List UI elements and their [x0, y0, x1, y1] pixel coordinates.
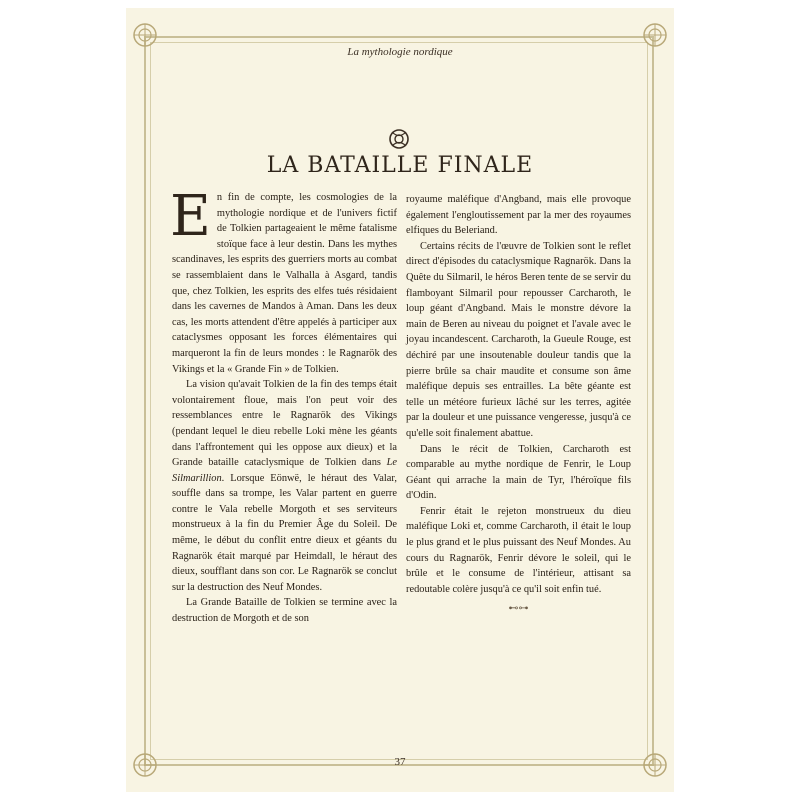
- text-column-right: [406, 192, 631, 617]
- paragraph: Fenrir était le rejeton monstrueux du dieu maléfique Loki et, comme Carcharoth, il était le loup le plus grand et le plus puissant des Neuf Mondes. Au cours du Ragnarök, Fenrir dévore le soleil, qui le brûle et le consume de l'intérieur, attisant sa redoutable colère jusqu'à ce qu'il soit enfin tué.: [406, 505, 631, 595]
- paragraph: Dans le récit de Tolkien, Carcharoth est comparable au mythe nordique de Fenrir, le Loup Géant qui arrache la main de Tyr, l'héroïque fils d'Odin.: [406, 443, 631, 502]
- paragraph: royaume maléfique d'Angband, mais elle provoque également l'engloutissement par la mer des royaumes elfiques du Beleriand.: [406, 194, 631, 237]
- drop-cap: E: [170, 184, 211, 249]
- celtic-knot-icon: [388, 128, 410, 150]
- paragraph: En fin de compte, les cosmologies de la mythologie nordique et de l'univers fictif de Tolkien partageaient le même fatalisme stoïque face à leur destin. Dans les mythes scandinaves, les esprits des guerriers morts au combat se rassemblaient dans le Valhalla à Asgard, tandis que, chez Tolkien, les esprits des elfes tués résidaient dans les cavernes de Mandos à Aman. Dans les deux cas, les morts attendent d'être appelés à participer aux cataclysmes opposant les forces élémentaires qui marqueront la fin de leurs mondes : le Ragnarök des Vikings et la « Grande Fin » de Tolkien.: [170, 184, 397, 375]
- text-column-left: [170, 184, 397, 627]
- running-head: La mythologie nordique: [347, 46, 453, 58]
- end-ornament: ⊷⊶: [508, 603, 529, 615]
- corner-knot-icon: [642, 22, 668, 48]
- chapter-title: LA BATAILLE FINALE: [266, 153, 534, 178]
- paragraph: La Grande Bataille de Tolkien se termine avec la destruction de Morgoth et de son: [172, 597, 397, 625]
- paragraph: Certains récits de l'œuvre de Tolkien sont le reflet direct d'épisodes du cataclysmique Ragnarök. Dans la Quête du Silmaril, le héros Beren tente de se servir du flamboyant Silmaril pour repousser Carcharoth, le loup géant d'Angband. Mais le monstre dévore la main de Beren au niveau du poignet et l'avale avec le joyau incandescent. Carcharoth, la Gueule Rouge, est déchiré par une insoutenable douleur tandis que la pierre brûle sa chair maudite et consume son âme maléfique depuis ses entrailles. La bête géante est telle un météore furieux lâché sur les terres, agitée par la douleur et une puissance vengeresse, jusqu'à ce qu'elle soit finalement abattue.: [406, 240, 631, 439]
- corner-knot-icon: [132, 22, 158, 48]
- page-number: 37: [394, 756, 406, 768]
- paragraph: La vision qu'avait Tolkien de la fin des temps était volontairement floue, mais l'on peut voir des ressemblances entre le Ragnarök des Vikings (pendant lequel le dieu rebelle Loki mène les géants dans l'affrontement qui les oppose aux dieux) et la Grande bataille cataclysmique de Tolkien dans Le Silmarillion. Lorsque Eönwë, le héraut des Valar, souffle dans sa trompe, les Valar partent en guerre contre le Vala rebelle Morgoth et ses serviteurs monstrueux à la fin du Premier Âge du Soleil. De même, le début du conflit entre dieux et géants du Ragnarök était marqué par Heimdall, le héraut des dieux, soufflant dans son cor. Le Ragnarök se conclut sur la destruction des Neuf Mondes.: [172, 379, 397, 593]
- book-title: Le Silmarillion: [172, 457, 397, 484]
- book-page: [126, 8, 674, 792]
